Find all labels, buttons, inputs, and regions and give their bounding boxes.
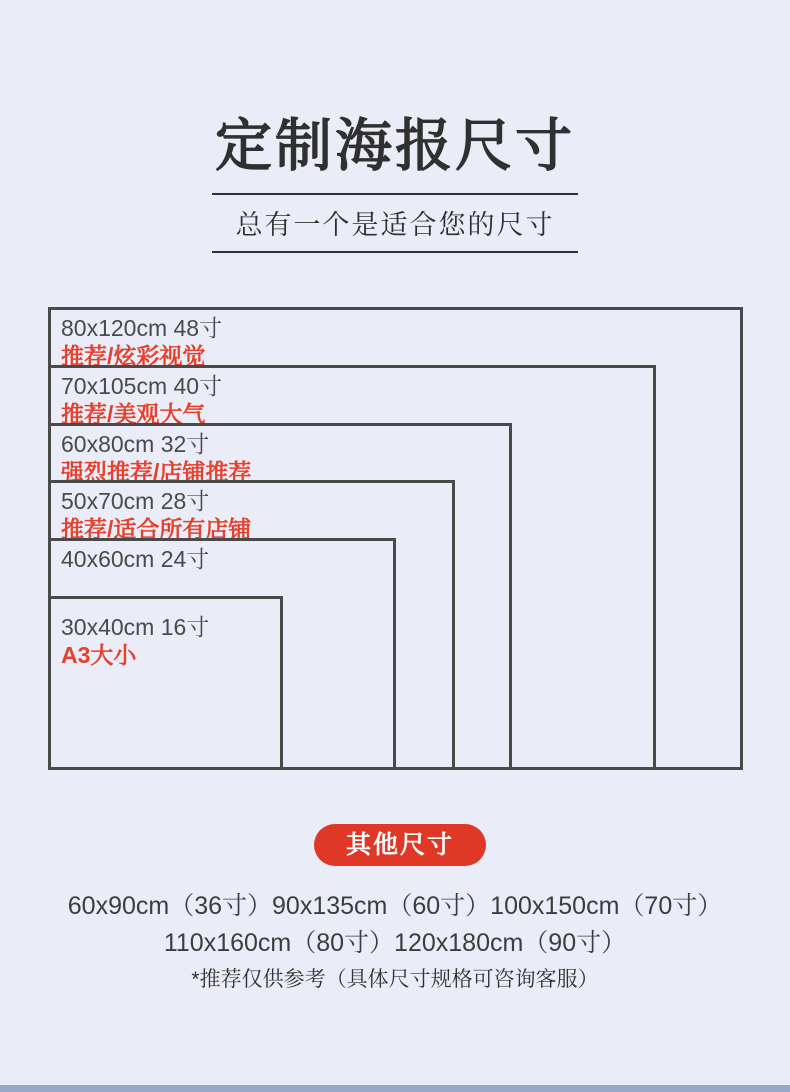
recommend-label: 推荐/炫彩视觉 (61, 343, 206, 369)
recommend-label: 推荐/适合所有店铺 (61, 516, 252, 542)
footnote: *推荐仅供参考（具体尺寸规格可咨询客服） (191, 968, 599, 991)
other-sizes-line-1: 60x90cm（36寸）90x135cm（60寸）100x150cm（70寸） (67, 892, 723, 920)
recommend-label: 推荐/美观大气 (61, 401, 206, 427)
page-title: 定制海报尺寸 (215, 114, 575, 178)
size-label: 30x40cm 16寸 (61, 614, 210, 640)
other-sizes-button[interactable]: 其他尺寸 (314, 824, 486, 866)
other-sizes-line-2: 110x160cm（80寸）120x180cm（90寸） (163, 929, 627, 957)
subtitle-text: 总有一个是适合您的尺寸 (235, 210, 555, 240)
recommend-label: 强烈推荐/店铺推荐 (61, 459, 252, 485)
recommend-label: A3大小 (61, 642, 137, 668)
size-label: 60x80cm 32寸 (61, 431, 210, 457)
size-label-group (61, 372, 222, 428)
size-label-group (61, 545, 209, 573)
size-label: 40x60cm 24寸 (61, 546, 210, 572)
size-label-group (61, 314, 222, 370)
size-label: 70x105cm 40寸 (61, 373, 223, 399)
size-label-group (61, 430, 251, 486)
other-sizes-list (0, 888, 790, 962)
size-label: 50x70cm 28寸 (61, 488, 210, 514)
size-label-group (61, 487, 251, 543)
footer-accent-bar (0, 1085, 790, 1092)
size-label: 80x120cm 48寸 (61, 315, 223, 341)
size-label-group (61, 613, 209, 669)
